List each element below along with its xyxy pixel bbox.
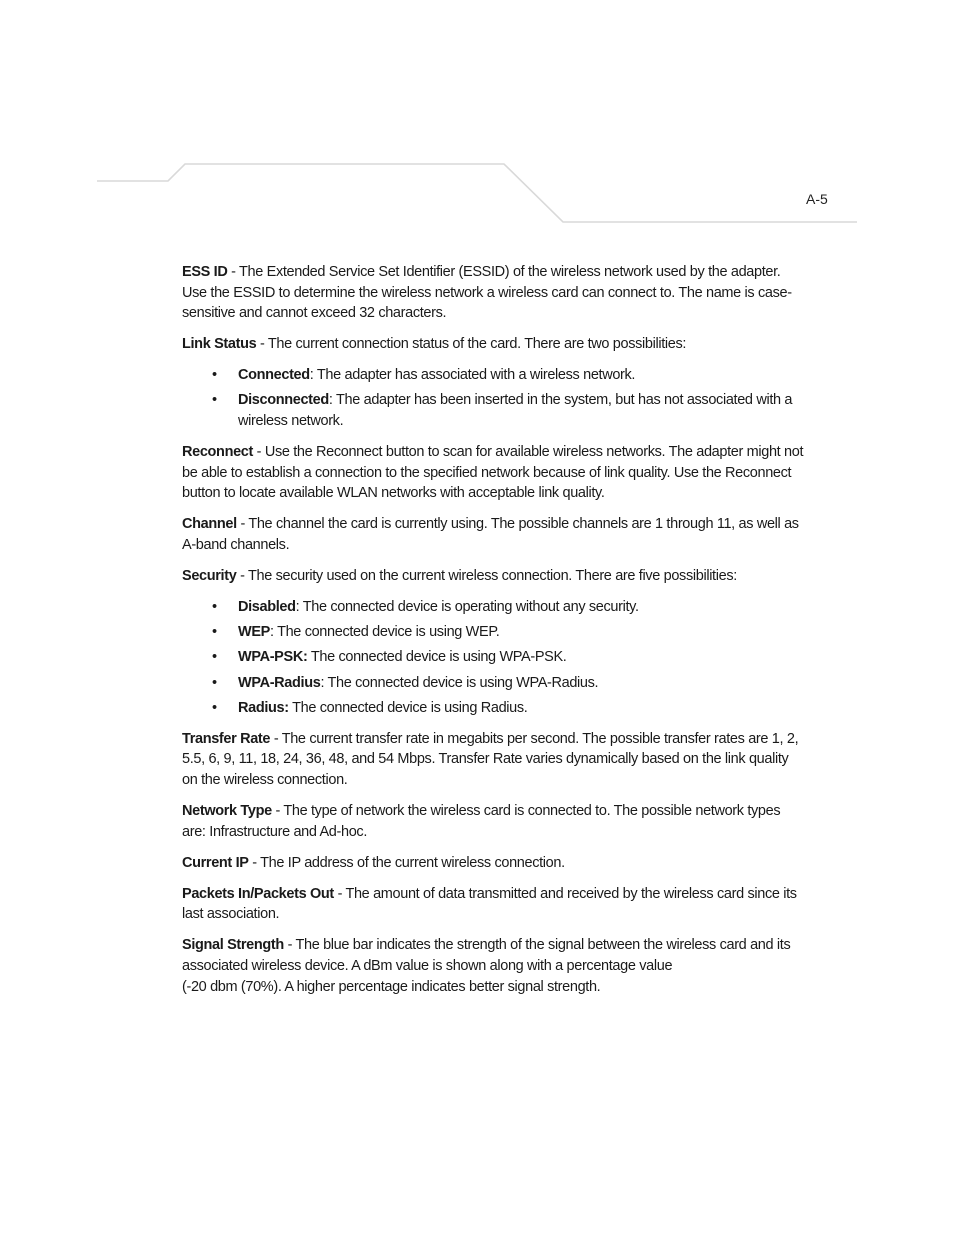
bullet-icon: • <box>212 599 217 616</box>
term: Radius: <box>238 699 289 716</box>
description: The connected device is using Radius. <box>288 699 528 716</box>
description: - The IP address of the current wireless connection. <box>248 854 565 871</box>
para-link-status <box>182 334 804 355</box>
para-packets <box>182 884 804 925</box>
bullet-icon: • <box>212 699 217 716</box>
description: : The connected device is using WEP. <box>269 624 500 641</box>
term: Packets In/Packets Out <box>182 885 334 902</box>
document-body <box>182 262 804 1008</box>
security-list <box>182 597 804 718</box>
description: - Use the Reconnect button to scan for available wireless networks. The adapter might not be able to establish a connection to the specified network because of link quality. Use the Reconnect button to locate available WLAN networks with acceptable link quality. <box>182 444 804 502</box>
description: : The adapter has associated with a wireless network. <box>309 367 636 384</box>
description: - The channel the card is currently using. The possible channels are 1 through 11, as well as A-band channels. <box>182 516 799 554</box>
term: Network Type <box>182 802 272 819</box>
description: - The Extended Service Set Identifier (ESSID) of the wireless network used by the adapter. Use the ESSID to determine the wireless network a wireless card can connect to. The name is case-sensitive and cannot exceed 32 characters. <box>182 264 792 322</box>
term: WEP <box>238 624 270 641</box>
term: Security <box>182 568 237 585</box>
term: WPA-PSK: <box>238 649 308 666</box>
para-security <box>182 566 804 587</box>
description: - The blue bar indicates the strength of the signal between the wireless card and its associated wireless device. A dBm value is shown along with a percentage value <box>182 937 791 975</box>
description: : The adapter has been inserted in the system, but has not associated with a wireless network. <box>238 392 793 430</box>
description-continued: (-20 dbm (70%). A higher percentage indicates better signal strength. <box>182 978 601 995</box>
para-channel <box>182 514 804 555</box>
description: : The connected device is operating without any security. <box>295 599 639 616</box>
description: - The current connection status of the card. There are two possibilities: <box>256 336 687 353</box>
term: Transfer Rate <box>182 730 271 747</box>
bullet-icon: • <box>212 624 217 641</box>
bullet-icon: • <box>212 367 217 384</box>
term: Reconnect <box>182 444 253 461</box>
term: Connected <box>238 367 310 384</box>
description: The connected device is using WPA-PSK. <box>307 649 567 666</box>
list-item <box>182 597 804 618</box>
term: Disabled <box>238 599 296 616</box>
bullet-icon: • <box>212 674 217 691</box>
bullet-icon: • <box>212 649 217 666</box>
para-transfer-rate <box>182 729 804 791</box>
bullet-icon: • <box>212 392 217 409</box>
term: Disconnected <box>238 392 329 409</box>
para-reconnect <box>182 442 804 504</box>
list-item <box>182 698 804 719</box>
para-current-ip <box>182 853 804 874</box>
description: - The type of network the wireless card is connected to. The possible network types are: Infrastructure and Ad-hoc. <box>182 802 781 840</box>
list-item <box>182 647 804 668</box>
page-number: A-5 <box>806 191 828 207</box>
para-network-type <box>182 801 804 842</box>
description: - The security used on the current wireless connection. There are five possibilities: <box>236 568 737 585</box>
term: ESS ID <box>182 264 228 280</box>
para-signal-strength <box>182 935 804 997</box>
term: Link Status <box>182 336 257 353</box>
term: Current IP <box>182 854 249 871</box>
list-item <box>182 390 804 431</box>
list-item <box>182 622 804 643</box>
list-item <box>182 673 804 694</box>
term: WPA-Radius <box>238 674 321 691</box>
description: - The amount of data transmitted and received by the wireless card since its last association. <box>182 885 797 923</box>
list-item <box>182 365 804 386</box>
term: Channel <box>182 516 237 533</box>
description: : The connected device is using WPA-Radius. <box>320 674 599 691</box>
para-ess-id <box>182 262 804 324</box>
term: Signal Strength <box>182 937 284 954</box>
description: - The current transfer rate in megabits per second. The possible transfer rates are 1, 2, 5.5, 6, 9, 11, 18, 24, 36, 48, and 54 Mbps. Transfer Rate varies dynamically based on the link quality on the wireless connection. <box>182 730 799 788</box>
link-status-list <box>182 365 804 431</box>
